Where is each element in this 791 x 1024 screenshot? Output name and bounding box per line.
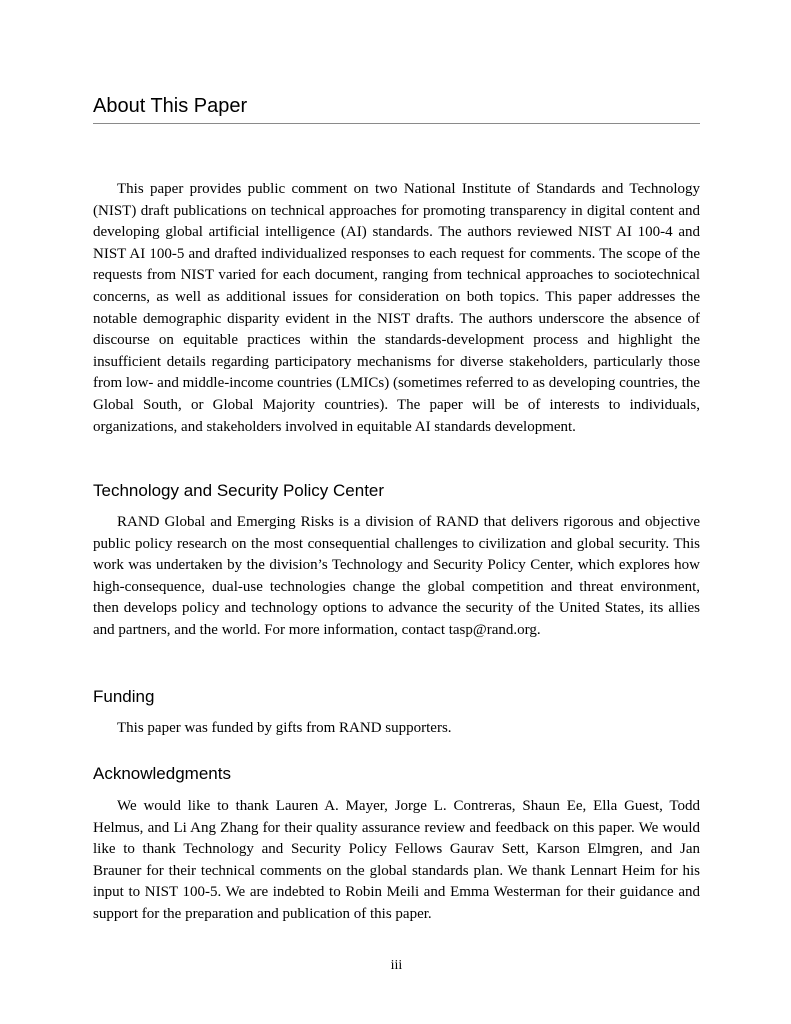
page-title: About This Paper: [93, 95, 248, 117]
acknowledgments-section: [93, 796, 700, 926]
title-divider: [93, 123, 700, 124]
center-heading: Technology and Security Policy Center: [93, 481, 385, 500]
funding-paragraph: This paper was funded by gifts from RAND supporters.: [117, 720, 452, 736]
intro-paragraph: This paper provides public comment on two National Institute of Standards and Technology (NIST) draft publications on technical approaches for promoting transparency in digital content and developing global artificial intelligence (AI) standards. The authors reviewed NIST AI 100-4 and NIST AI 100-5 and drafted individualized responses to each request for comments. The scope of the requests from NIST varied for each document, ranging from technical approaches to sociotechnical concerns, as well as additional issues for consideration on both topics. This paper addresses the notable demographic disparity evident in the NIST drafts. The authors underscore the absence of discourse on equitable practices within the standards-development process and highlight the insufficient details regarding participatory mechanisms for diverse stakeholders, particularly those from low- and middle-income countries (LMICs) (sometimes referred to as developing countries, the Global South, or Global Majority countries). The paper will be of interests to individuals, organizations, and stakeholders involved in equitable AI standards development.: [93, 181, 700, 435]
center-section: [93, 512, 700, 642]
funding-section: [93, 718, 700, 740]
center-paragraph: RAND Global and Emerging Risks is a division of RAND that delivers rigorous and objective public policy research on the most consequential challenges to civilization and global security. This work was undertaken by the division’s Technology and Security Policy Center, which explores how high-consequence, dual-use technologies change the global competition and threat environment, then develops policy and technology options to advance the security of the United States, its allies and partners, and the world. For more information, contact tasp@rand.org.: [93, 514, 700, 638]
page-number: iii: [390, 958, 403, 973]
acknowledgments-heading: Acknowledgments: [93, 764, 231, 783]
document-page: [93, 0, 700, 1024]
acknowledgments-paragraph: We would like to thank Lauren A. Mayer, Jorge L. Contreras, Shaun Ee, Ella Guest, Todd Helmus, and Li Ang Zhang for their quality assurance review and feedback on this paper. We would like to thank Technology and Security Policy Fellows Gaurav Sett, Karson Elmgren, and Jan Brauner for their technical comments on the global standards plan. We thank Lennart Heim for his input to NIST 100-5. We are indebted to Robin Meili and Emma Westerman for their guidance and support for the preparation and publication of this paper.: [93, 798, 700, 922]
intro-section: [93, 179, 700, 438]
funding-heading: Funding: [93, 687, 155, 706]
